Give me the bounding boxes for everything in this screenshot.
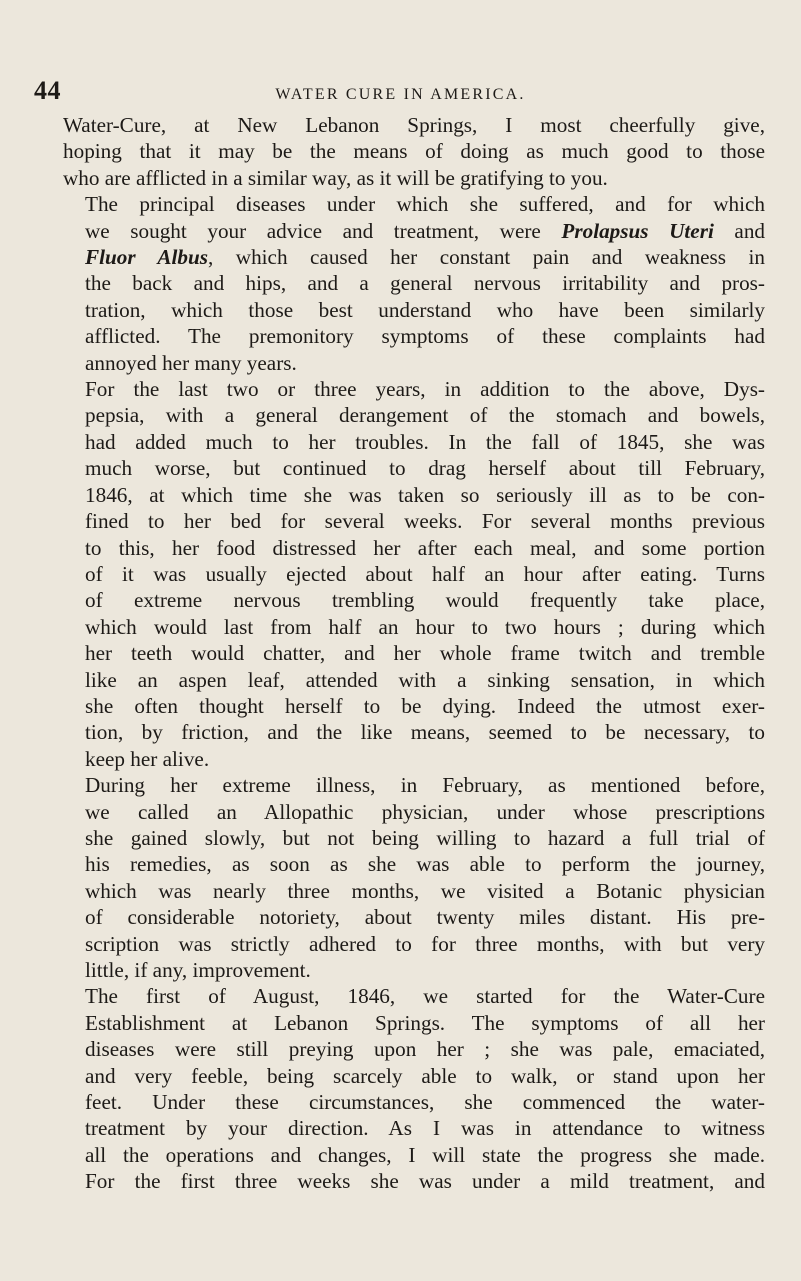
- text-line: had added much to her troubles. In the fall of 1845, she was: [85, 429, 765, 454]
- text-line: his remedies, as soon as she was able to perform the journey,: [85, 852, 765, 877]
- paragraph: [63, 772, 765, 983]
- text-line: annoyed her many years.: [85, 350, 297, 375]
- text-line: much worse, but continued to drag herself about till February,: [85, 456, 765, 481]
- paragraph: [63, 983, 765, 1194]
- text-line: to this, her food distressed her after each meal, and some portion: [85, 535, 765, 560]
- text-line: diseases were still preying upon her ; she was pale, emaciated,: [85, 1037, 765, 1062]
- text-line: pepsia, with a general derangement of the stomach and bowels,: [85, 403, 765, 428]
- text-line: hoping that it may be the means of doing as much good to those: [63, 139, 765, 164]
- text-line: the back and hips, and a general nervous irritability and pros-: [85, 271, 765, 296]
- text-line: which was nearly three months, we visited a Botanic physician: [85, 878, 765, 903]
- text-line: we sought your advice and treatment, were Prolapsus Uteri and: [85, 218, 766, 243]
- text-line: we called an Allopathic physician, under whose prescriptions: [85, 799, 765, 824]
- text-line: and very feeble, being scarcely able to walk, or stand upon her: [85, 1063, 765, 1088]
- text-line: she gained slowly, but not being willing to hazard a full trial of: [85, 825, 765, 850]
- text-line: tion, by friction, and the like means, seemed to be necessary, to: [85, 720, 765, 745]
- text-line: For the first three weeks she was under a mild treatment, and: [85, 1169, 765, 1194]
- body-text: [63, 112, 765, 1195]
- paragraph: [63, 112, 765, 191]
- text-line: her teeth would chatter, and her whole frame twitch and tremble: [85, 641, 765, 666]
- text-line: of extreme nervous trembling would frequently take place,: [85, 588, 765, 613]
- text-line: which would last from half an hour to two hours ; during which: [85, 614, 765, 639]
- paragraph: [63, 376, 765, 772]
- text-line: feet. Under these circumstances, she commenced the water-: [85, 1090, 765, 1115]
- paragraph: [63, 191, 765, 376]
- text-line: who are afflicted in a similar way, as it will be gratifying to you.: [63, 165, 608, 190]
- text-line: tration, which those best understand who have been similarly: [85, 297, 765, 322]
- text-line: afflicted. The premonitory symptoms of these complaints had: [85, 324, 765, 349]
- text-line: treatment by your direction. As I was in attendance to witness: [85, 1116, 765, 1141]
- text-line: Fluor Albus, which caused her constant pain and weakness in: [85, 245, 765, 270]
- text-line: of it was usually ejected about half an hour after eating. Turns: [85, 561, 765, 586]
- text-line: like an aspen leaf, attended with a sinking sensation, in which: [85, 667, 765, 692]
- text-line: The first of August, 1846, we started for the Water-Cure: [85, 984, 765, 1009]
- text-line: 1846, at which time she was taken so seriously ill as to be con-: [85, 482, 765, 507]
- text-line: little, if any, improvement.: [85, 958, 311, 982]
- text-line: she often thought herself to be dying. Indeed the utmost exer-: [85, 693, 765, 718]
- text-line: fined to her bed for several weeks. For several months previous: [85, 509, 765, 534]
- text-line: Water-Cure, at New Lebanon Springs, I most cheerfully give,: [63, 113, 765, 137]
- text-line: The principal diseases under which she suffered, and for which: [85, 192, 765, 217]
- text-line: During her extreme illness, in February, as mentioned before,: [85, 773, 765, 798]
- text-line: For the last two or three years, in addition to the above, Dys-: [85, 377, 765, 402]
- text-line: all the operations and changes, I will state the progress she made.: [85, 1142, 765, 1167]
- text-line: Establishment at Lebanon Springs. The symptoms of all her: [85, 1010, 765, 1035]
- text-line: of considerable notoriety, about twenty miles distant. His pre-: [85, 905, 765, 930]
- running-title: WATER CURE IN AMERICA.: [275, 86, 526, 103]
- text-line: keep her alive.: [85, 746, 210, 771]
- page-number: 44: [34, 76, 61, 105]
- text-line: scription was strictly adhered to for three months, with but very: [85, 931, 765, 956]
